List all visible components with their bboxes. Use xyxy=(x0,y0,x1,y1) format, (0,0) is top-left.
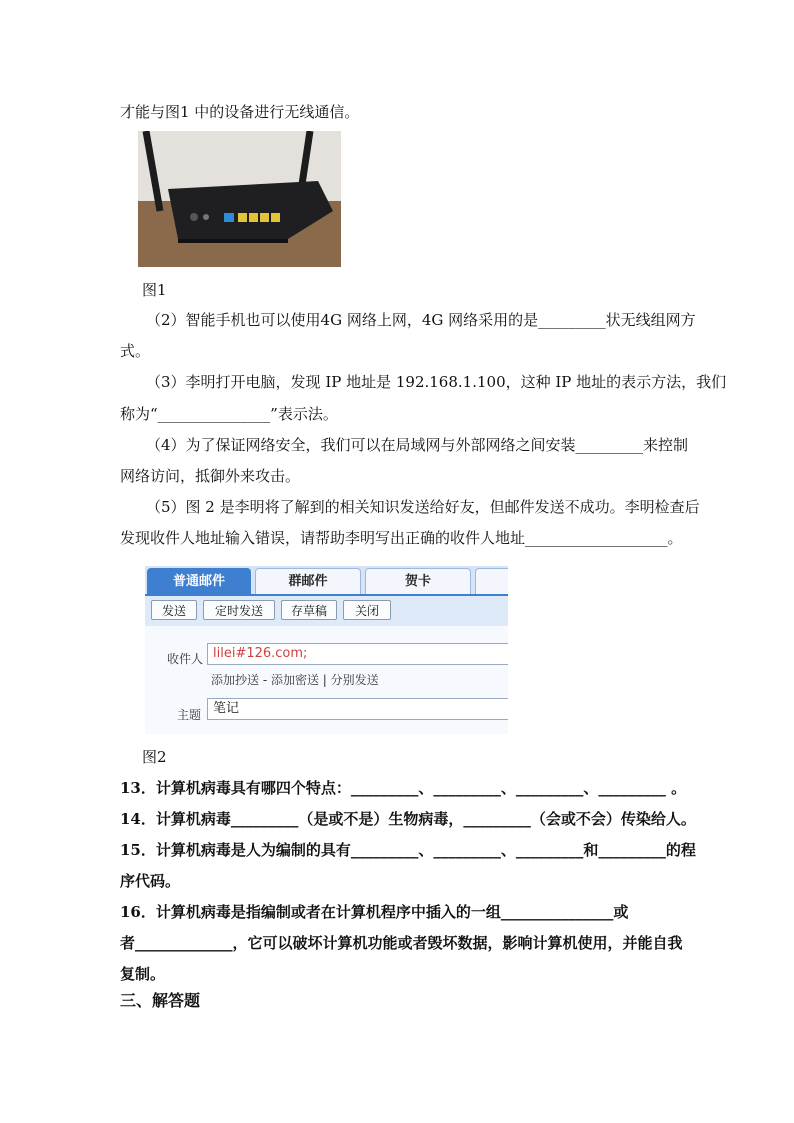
scheduled-send-button[interactable]: 定时发送 xyxy=(203,600,275,620)
tab-normal-mail[interactable]: 普通邮件 xyxy=(147,568,251,594)
router-image xyxy=(138,131,341,267)
text-line: 才能与图1 中的设备进行无线通信。 xyxy=(120,103,360,121)
question-16-cont: 复制。 xyxy=(120,965,166,983)
tab-greeting-card[interactable]: 贺卡 xyxy=(365,568,471,594)
text-line: （4）为了保证网络安全，我们可以在局域网与外部网络之间安装_________来控制 xyxy=(146,436,689,454)
text-line: 发现收件人地址输入错误，请帮助李明写出正确的收件人地址___________________。 xyxy=(120,529,683,547)
tab-more[interactable] xyxy=(475,568,508,594)
router-photo xyxy=(138,131,341,267)
text-line: （2）智能手机也可以使用4G 网络上网，4G 网络采用的是_________状无线组网方 xyxy=(146,311,696,329)
mail-screenshot xyxy=(145,566,508,734)
question-16: 16．计算机病毒是指编制或者在计算机程序中插入的一组_______________或 xyxy=(120,903,629,921)
recipient-label: 收件人 xyxy=(167,652,204,666)
close-button[interactable]: 关闭 xyxy=(343,600,391,620)
text-line: （3）李明打开电脑，发现 IP 地址是 192.168.1.100，这种 IP 地址的表示方法，我们 xyxy=(146,373,727,391)
text-line: 式。 xyxy=(120,342,151,360)
figure-caption: 图2 xyxy=(142,748,167,766)
question-13: 13．计算机病毒具有哪四个特点：_________、_________、_________、_________ 。 xyxy=(120,779,687,797)
cc-bcc-links[interactable]: 添加抄送 - 添加密送 | 分别发送 xyxy=(211,673,379,687)
text-line: （5）图 2 是李明将了解到的相关知识发送给好友，但邮件发送不成功。李明检查后 xyxy=(146,498,700,516)
recipient-input[interactable]: lilei#126.com; xyxy=(207,643,508,665)
save-draft-button[interactable]: 存草稿 xyxy=(281,600,337,620)
question-16-cont: 者_____________，它可以破坏计算机功能或者毁坏数据，影响计算机使用，并能自我 xyxy=(120,934,683,952)
tab-group-mail[interactable]: 群邮件 xyxy=(255,568,361,594)
subject-input[interactable]: 笔记 xyxy=(207,698,508,720)
text-line: 称为“_______________”表示法。 xyxy=(120,405,338,423)
question-15: 15．计算机病毒是人为编制的具有_________、_________、_________和_________的程 xyxy=(120,841,696,859)
mail-tabs xyxy=(145,566,508,594)
text-line: 网络访问，抵御外来攻击。 xyxy=(120,467,301,485)
subject-label: 主题 xyxy=(177,708,202,722)
figure-caption: 图1 xyxy=(142,281,167,299)
section-heading: 三、解答题 xyxy=(120,991,201,1010)
question-15-cont: 序代码。 xyxy=(120,872,181,890)
question-14: 14．计算机病毒_________（是或不是）生物病毒，_________（会或不会）传染给人。 xyxy=(120,810,696,828)
send-button[interactable]: 发送 xyxy=(151,600,197,620)
mail-compose-area xyxy=(145,626,508,734)
mail-toolbar xyxy=(145,594,508,626)
